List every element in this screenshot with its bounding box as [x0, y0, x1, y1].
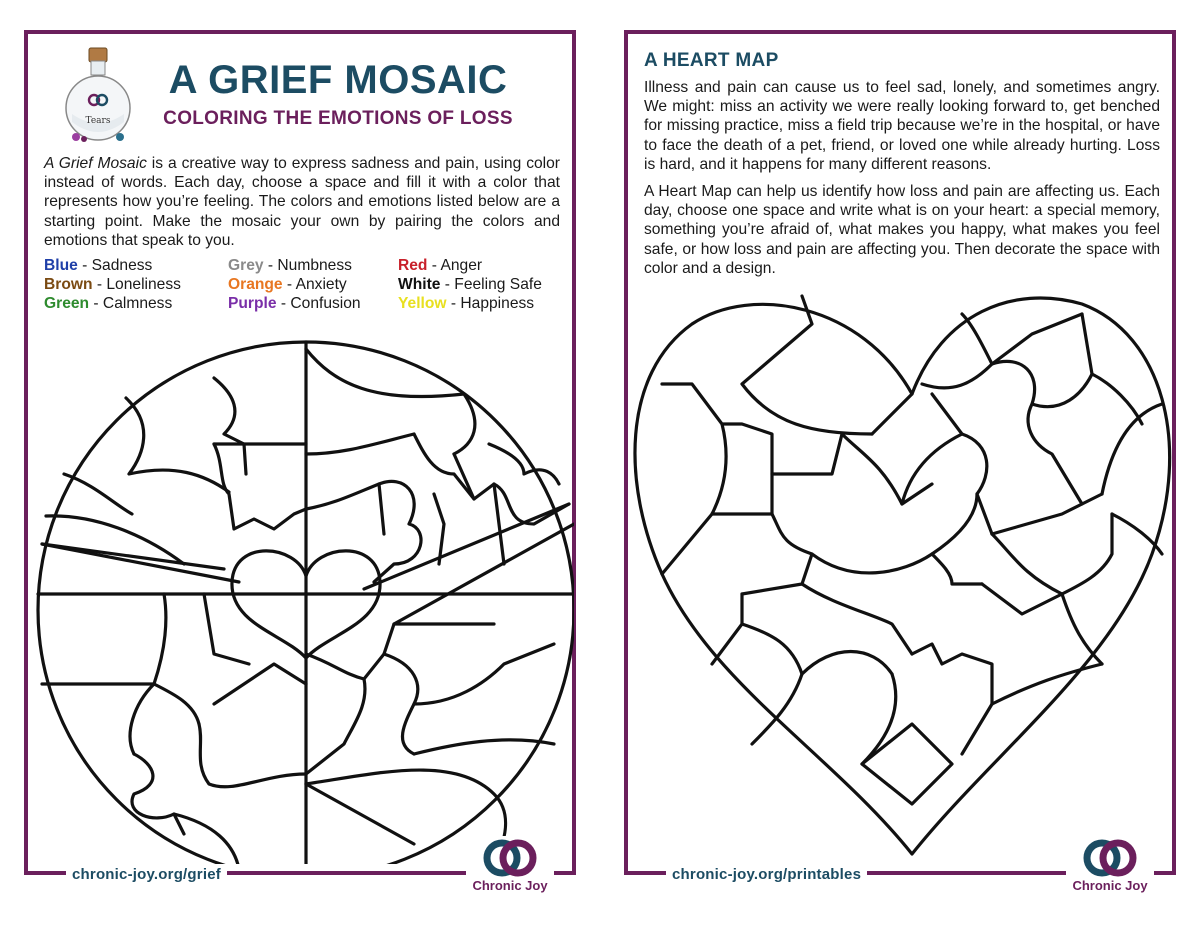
legend-item [228, 256, 398, 275]
footer-link-printables[interactable]: chronic-joy.org/printables [666, 866, 867, 883]
legend-emotion: - Anxiety [282, 276, 347, 294]
legend-color: Yellow [398, 295, 447, 313]
chronic-joy-logo [1066, 836, 1154, 893]
legend-emotion: - Loneliness [92, 276, 181, 294]
legend-item [398, 294, 564, 313]
legend-emotion: - Confusion [276, 295, 361, 313]
legend-emotion: - Feeling Safe [440, 276, 542, 294]
legend-item [228, 275, 398, 294]
legend-item [44, 256, 228, 275]
page-subtitle: COLORING THE EMOTIONS OF LOSS [163, 108, 513, 129]
chronic-joy-logo [466, 836, 554, 893]
color-legend [44, 256, 564, 314]
legend-color: Purple [228, 295, 277, 313]
legend-color: White [398, 276, 441, 294]
legend-color: Orange [228, 276, 283, 294]
legend-item [398, 256, 564, 275]
intro-italic: A Grief Mosaic [44, 155, 147, 172]
legend-emotion: - Happiness [446, 295, 535, 313]
legend-color: Blue [44, 257, 78, 274]
footer-link-grief[interactable]: chronic-joy.org/grief [66, 866, 227, 883]
legend-item [398, 275, 564, 294]
legend-emotion: - Numbness [263, 257, 352, 274]
logo-text: Chronic Joy [1072, 878, 1148, 893]
legend-emotion: - Sadness [77, 257, 153, 274]
grief-mosaic-coloring-circle[interactable] [34, 324, 574, 864]
legend-item [228, 294, 398, 313]
legend-emotion: - Calmness [89, 295, 173, 313]
heart-map-page [624, 30, 1176, 893]
legend-color: Grey [228, 257, 264, 274]
logo-text: Chronic Joy [472, 878, 548, 893]
paragraph-heart-map: A Heart Map can help us identify how loss and pain are affecting us. Each day, choose one space and write what is on your heart: a special memory, something you’re afraid of, what makes you happy, what makes you feel safe, or how loss and pain are affecting you. Then decorate the space with color and a design. [644, 183, 1160, 277]
legend-color: Red [398, 257, 428, 274]
rings-logo-icon [478, 836, 542, 880]
page-title: A GRIEF MOSAIC [168, 58, 508, 102]
intro-text: is a creative way to express sadness and pain, using color instead of words. Each day, choose a space and fill it with a color that represents how you’re feeling. The colors and emotions listed below are a starting point. Make the mosaic your own by pairing the colors and emotions that speak to you. [44, 155, 560, 249]
heart-map-coloring-heart[interactable] [632, 284, 1172, 864]
intro-paragraph [44, 154, 560, 250]
tears-bottle-icon [58, 44, 138, 144]
legend-emotion: - Anger [427, 257, 483, 274]
page-title: A HEART MAP [644, 50, 779, 71]
rings-logo-icon [1078, 836, 1142, 880]
legend-color: Green [44, 295, 90, 313]
bottle-label: Tears [85, 116, 111, 126]
legend-item [44, 294, 228, 313]
grief-mosaic-page [24, 30, 576, 893]
legend-item [44, 275, 228, 294]
paragraph-loss: Illness and pain can cause us to feel sad, lonely, and sometimes angry. We might: miss an activity we were really looking forward to, get benched for missing practice, miss a field trip because we’re in the hospital, or have to face the death of a pet, friend, or loved one while already hurting. Loss is hard, and it happens for many different reasons. [644, 79, 1160, 173]
legend-color: Brown [44, 276, 93, 294]
